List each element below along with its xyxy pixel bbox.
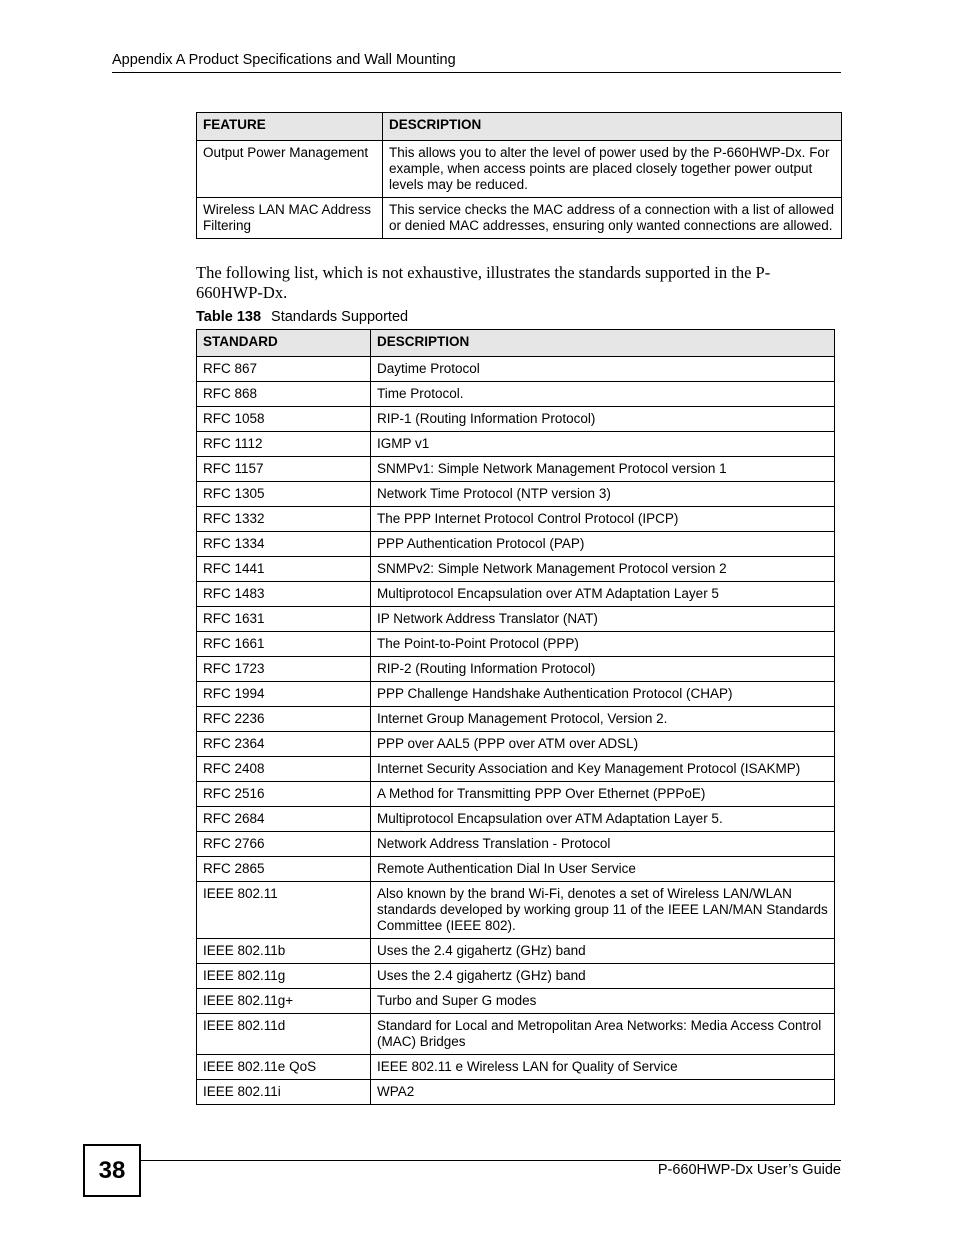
table-row [197, 532, 835, 557]
table-cell-description: IP Network Address Translator (NAT) [371, 607, 835, 632]
header-rule [112, 72, 841, 73]
page-header: Appendix A Product Specifications and Wall Mounting [112, 52, 456, 68]
table-cell-description: IGMP v1 [371, 432, 835, 457]
table-row [197, 707, 835, 732]
table-cell-description: Daytime Protocol [371, 357, 835, 382]
table-cell-description: Network Time Protocol (NTP version 3) [371, 482, 835, 507]
table-cell-description: SNMPv1: Simple Network Management Protocol version 1 [371, 457, 835, 482]
table-row [197, 1014, 835, 1055]
table-row [197, 407, 835, 432]
table-cell-description: RIP-1 (Routing Information Protocol) [371, 407, 835, 432]
table-cell-description: Also known by the brand Wi-Fi, denotes a set of Wireless LAN/WLAN standards developed by working group 11 of the IEEE LAN/MAN Standards Committee (IEEE 802). [371, 882, 835, 939]
table-row [197, 432, 835, 457]
standard-header: STANDARD [197, 330, 371, 357]
table-cell-description: Standard for Local and Metropolitan Area Networks: Media Access Control (MAC) Bridges [371, 1014, 835, 1055]
table-cell-key: RFC 1334 [197, 532, 371, 557]
table-cell-description: Turbo and Super G modes [371, 989, 835, 1014]
table-row [197, 557, 835, 582]
table-cell-description: This allows you to alter the level of power used by the P-660HWP-Dx. For example, when access points are placed closely together power output levels may be reduced. [383, 141, 842, 198]
table-cell-key: RFC 1483 [197, 582, 371, 607]
table-cell-key: RFC 1441 [197, 557, 371, 582]
table-cell-description: RIP-2 (Routing Information Protocol) [371, 657, 835, 682]
table-cell-key: RFC 1631 [197, 607, 371, 632]
feature-header: FEATURE [197, 113, 383, 141]
table-cell-key: IEEE 802.11g+ [197, 989, 371, 1014]
table-cell-key: RFC 1661 [197, 632, 371, 657]
table-cell-description: Internet Security Association and Key Management Protocol (ISAKMP) [371, 757, 835, 782]
table-cell-key: RFC 1723 [197, 657, 371, 682]
table-row [197, 457, 835, 482]
table-row [197, 939, 835, 964]
table-cell-key: RFC 2684 [197, 807, 371, 832]
feature-table [196, 112, 842, 239]
table-cell-key: RFC 1112 [197, 432, 371, 457]
table-cell-description: A Method for Transmitting PPP Over Ethernet (PPPoE) [371, 782, 835, 807]
table-cell-key: RFC 2408 [197, 757, 371, 782]
table-cell-key: Wireless LAN MAC Address Filtering [197, 198, 383, 239]
table-row [197, 964, 835, 989]
table-cell-key: IEEE 802.11e QoS [197, 1055, 371, 1080]
table-cell-description: PPP Authentication Protocol (PAP) [371, 532, 835, 557]
standards-table-header-row [197, 330, 835, 357]
table-cell-description: Internet Group Management Protocol, Version 2. [371, 707, 835, 732]
page-number: 38 [83, 1144, 141, 1197]
table-row [197, 382, 835, 407]
table-cell-description: IEEE 802.11 e Wireless LAN for Quality of Service [371, 1055, 835, 1080]
table-cell-key: RFC 1332 [197, 507, 371, 532]
table-row [197, 141, 842, 198]
table-row [197, 682, 835, 707]
table-row [197, 507, 835, 532]
table-cell-key: RFC 868 [197, 382, 371, 407]
table-row [197, 732, 835, 757]
table-cell-key: Output Power Management [197, 141, 383, 198]
table-cell-key: RFC 867 [197, 357, 371, 382]
table-cell-key: RFC 2236 [197, 707, 371, 732]
table-cell-description: This service checks the MAC address of a connection with a list of allowed or denied MAC addresses, ensuring only wanted connections are allowed. [383, 198, 842, 239]
description-header: DESCRIPTION [383, 113, 842, 141]
table-cell-description: Multiprotocol Encapsulation over ATM Adaptation Layer 5. [371, 807, 835, 832]
table-caption-title: Standards Supported [271, 309, 409, 325]
table-row [197, 582, 835, 607]
table-cell-key: IEEE 802.11 [197, 882, 371, 939]
intro-paragraph: The following list, which is not exhaustive, illustrates the standards supported in the P-660HWP-Dx. [196, 263, 771, 302]
footer-rule [139, 1160, 841, 1161]
guide-title: P-660HWP-Dx User’s Guide [657, 1162, 841, 1178]
table-row [197, 1055, 835, 1080]
table-cell-key: RFC 2766 [197, 832, 371, 857]
description-header: DESCRIPTION [371, 330, 835, 357]
table-cell-description: Network Address Translation - Protocol [371, 832, 835, 857]
table-cell-key: RFC 2364 [197, 732, 371, 757]
table-cell-description: Multiprotocol Encapsulation over ATM Adaptation Layer 5 [371, 582, 835, 607]
table-cell-key: RFC 1994 [197, 682, 371, 707]
table-cell-description: Remote Authentication Dial In User Service [371, 857, 835, 882]
table-row [197, 482, 835, 507]
table-cell-description: The PPP Internet Protocol Control Protocol (IPCP) [371, 507, 835, 532]
table-cell-key: RFC 1157 [197, 457, 371, 482]
table-cell-key: IEEE 802.11g [197, 964, 371, 989]
table-row [197, 857, 835, 882]
table-row [197, 357, 835, 382]
standards-table [196, 329, 835, 1105]
table-cell-key: IEEE 802.11d [197, 1014, 371, 1055]
table-row [197, 757, 835, 782]
table-cell-key: RFC 1058 [197, 407, 371, 432]
table-row [197, 832, 835, 857]
table-cell-description: The Point-to-Point Protocol (PPP) [371, 632, 835, 657]
table-cell-description: Uses the 2.4 gigahertz (GHz) band [371, 964, 835, 989]
table-row [197, 198, 842, 239]
table-cell-key: IEEE 802.11b [197, 939, 371, 964]
table-cell-description: WPA2 [371, 1080, 835, 1105]
table-cell-description: Uses the 2.4 gigahertz (GHz) band [371, 939, 835, 964]
table-row [197, 1080, 835, 1105]
table-cell-description: PPP over AAL5 (PPP over ATM over ADSL) [371, 732, 835, 757]
table-cell-key: IEEE 802.11i [197, 1080, 371, 1105]
table-cell-description: SNMPv2: Simple Network Management Protocol version 2 [371, 557, 835, 582]
table-row [197, 632, 835, 657]
table-row [197, 989, 835, 1014]
table-row [197, 782, 835, 807]
table-cell-description: Time Protocol. [371, 382, 835, 407]
table-row [197, 807, 835, 832]
table-cell-description: PPP Challenge Handshake Authentication Protocol (CHAP) [371, 682, 835, 707]
table-cell-key: RFC 2865 [197, 857, 371, 882]
feature-table-header-row [197, 113, 842, 141]
table-cell-key: RFC 1305 [197, 482, 371, 507]
table-row [197, 657, 835, 682]
table-caption [196, 309, 408, 325]
table-row [197, 882, 835, 939]
table-caption-label: Table 138 [196, 309, 262, 325]
table-row [197, 607, 835, 632]
table-cell-key: RFC 2516 [197, 782, 371, 807]
